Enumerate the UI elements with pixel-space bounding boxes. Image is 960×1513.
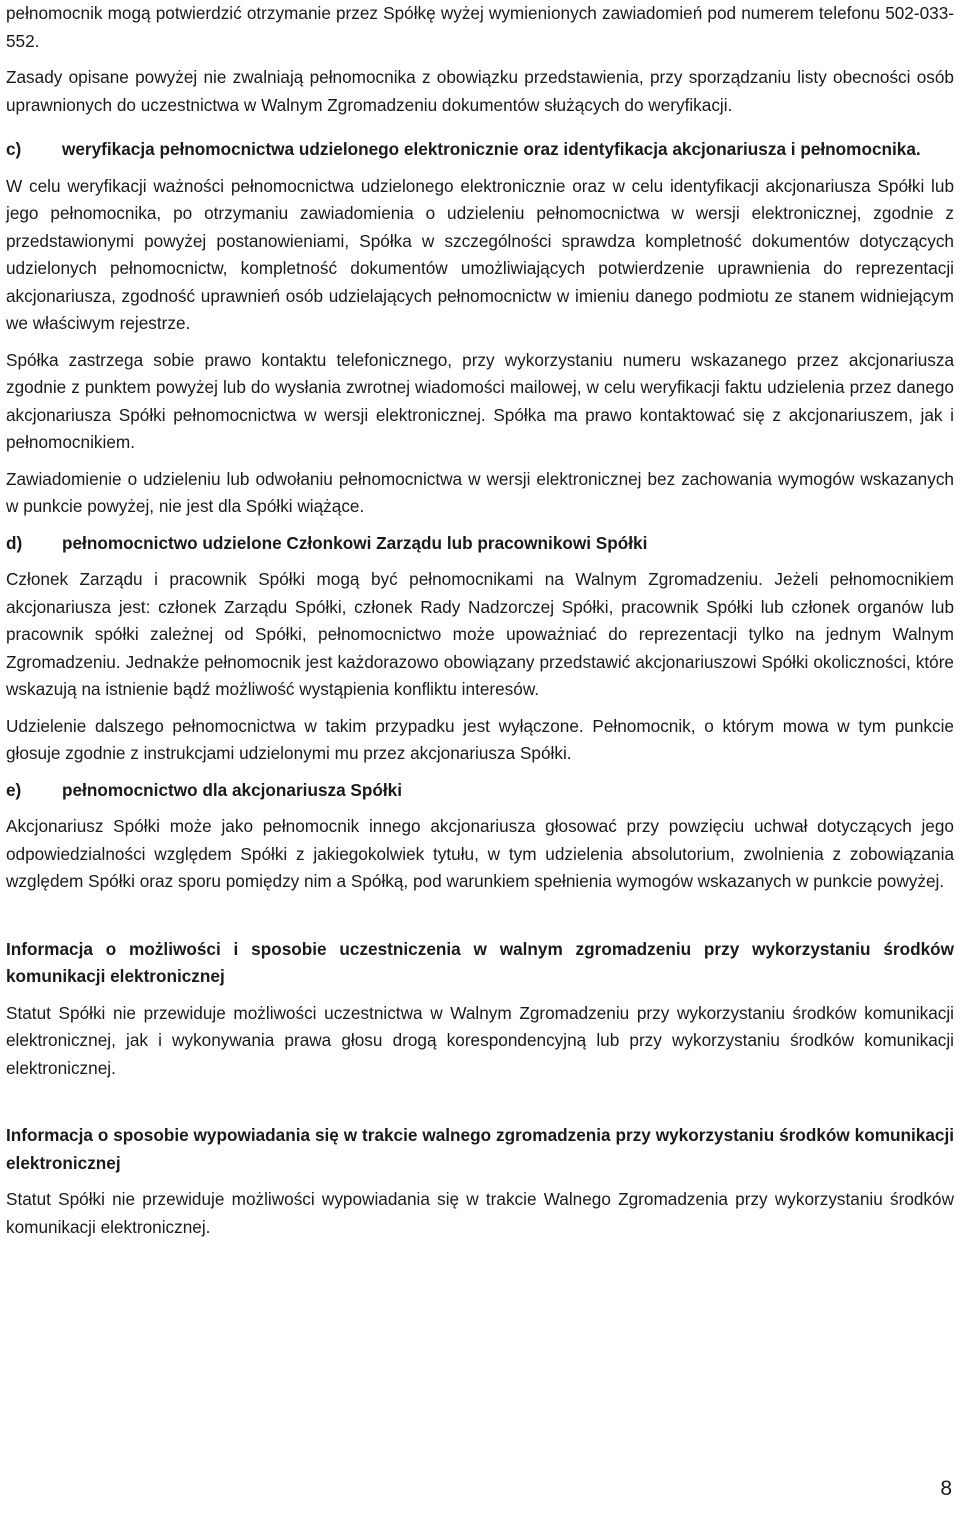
heading-d-text: pełnomocnictwo udzielone Członkowi Zarządu lub pracownikowi Spółki: [62, 532, 648, 553]
heading-c-text: weryfikacja pełnomocnictwa udzielonego elektronicznie oraz identyfikacja akcjonariusza i pełnomocnika.: [62, 139, 921, 159]
paragraph-further-proxy: Udzielenie dalszego pełnomocnictwa w takim przypadku jest wyłączone. Pełnomocnik, o którym mowa w tym punkcie głosuje zgodnie z instrukcjami udzielonymi mu przez akcjonariusza Spółki.: [6, 715, 954, 763]
paragraph-notification-validity: Zawiadomienie o udzieleniu lub odwołaniu pełnomocnictwa w wersji elektronicznej bez zachowania wymogów wskazanych w punkcie powyżej, nie jest dla Spółki wiążące.: [6, 468, 954, 516]
page-number: 8: [940, 1477, 952, 1500]
heading-d: [6, 530, 954, 558]
paragraph-verification-process: W celu weryfikacji ważności pełnomocnictwa udzielonego elektronicznie oraz w celu identyfikacji akcjonariusza Spółki lub jego pełnomocnika, po otrzymaniu zawiadomienia o udzieleniu pełnomocnictwa w wersji elektronicznej, zgodnie z przedstawionymi powyżej postanowieniami, Spółka w szczególności sprawdza kompletność dokumentów dotyczących udzielonych pełnomocnictw, kompletność dokumentów umożliwiających potwierdzenie uprawnienia do reprezentacji akcjonariusza, zgodność uprawnień osób udzielających pełnomocnictw w imieniu danego podmiotu ze stanem widniejącym we właściwym rejestrze.: [6, 175, 954, 333]
paragraph-shareholder-proxy: Akcjonariusz Spółki może jako pełnomocnik innego akcjonariusza głosować przy powzięciu uchwał dotyczących jego odpowiedzialności względem Spółki z jakiegokolwiek tytułu, w tym udzielenia absolutorium, zwolnienia z zobowiązania względem Spółki oraz sporu pomiędzy nim a Spółką, pod warunkiem spełnienia wymogów wskazanych w punkcie powyżej.: [6, 816, 954, 891]
heading-c: [6, 136, 954, 164]
paragraph-statute-participation: Statut Spółki nie przewiduje możliwości uczestnictwa w Walnym Zgromadzeniu przy wykorzystaniu środków komunikacji elektronicznej, jak i wykonywania prawa głosu drogą korespondencyjną lub przy wykorzystaniu środków komunikacji elektronicznej.: [6, 1002, 954, 1078]
heading-e-text: pełnomocnictwo dla akcjonariusza Spółki: [62, 779, 403, 800]
paragraph-verification-documents: Zasady opisane powyżej nie zwalniają pełnomocnika z obowiązku przedstawienia, przy sporządzaniu listy obecności osób uprawnionych do uczestnictwa w Walnym Zgromadzeniu dokumentów służących do weryfikacji.: [6, 67, 954, 115]
paragraph-contact-right: Spółka zastrzega sobie prawo kontaktu telefonicznego, przy wykorzystaniu numeru wskazanego przez akcjonariusza zgodnie z punktem powyżej lub do wysłania zwrotnej wiadomości mailowej, w celu weryfikacji faktu udzielenia przez danego akcjonariusza Spółki pełnomocnictwa w wersji elektronicznej. Spółka ma prawo kontaktować się z akcjonariuszem, jak i pełnomocnikiem.: [6, 349, 954, 452]
paragraph-board-member-proxy: Członek Zarządu i pracownik Spółki mogą być pełnomocnikami na Walnym Zgromadzeniu. Jeżeli pełnomocnikiem akcjonariusza jest: członek Zarządu Spółki, członek Rady Nadzorczej Spółki, pracownik Spółki lub członek organów lub pracownik spółki zależnej od Spółki, pełnomocnictwo może upoważniać do reprezentacji tylko na jednym Walnym Zgromadzeniu. Jednakże pełnomocnik jest każdorazowo obowiązany przedstawić akcjonariuszowi Spółki okoliczności, które wskazują na istnienie bądź możliwość wystąpienia konfliktu interesów.: [6, 569, 954, 699]
heading-e-label: e): [6, 779, 22, 800]
heading-e: [6, 777, 954, 805]
paragraph-continued: pełnomocnik mogą potwierdzić otrzymanie przez Spółkę wyżej wymienionych zawiadomień pod numerem telefonu 502-033-552.: [6, 3, 954, 51]
section-heading-electronic-speaking: Informacja o sposobie wypowiadania się w trakcie walnego zgromadzenia przy wykorzystaniu środków komunikacji elektronicznej: [6, 1125, 954, 1173]
section-heading-electronic-participation: Informacja o możliwości i sposobie uczestniczenia w walnym zgromadzeniu przy wykorzystaniu środków komunikacji elektronicznej: [6, 938, 954, 986]
document-page: [6, 0, 954, 1241]
heading-c-label: c): [6, 139, 22, 159]
heading-d-label: d): [6, 532, 23, 553]
paragraph-statute-speaking: Statut Spółki nie przewiduje możliwości wypowiadania się w trakcie Walnego Zgromadzenia przy wykorzystaniu środków komunikacji elektronicznej.: [6, 1189, 954, 1237]
